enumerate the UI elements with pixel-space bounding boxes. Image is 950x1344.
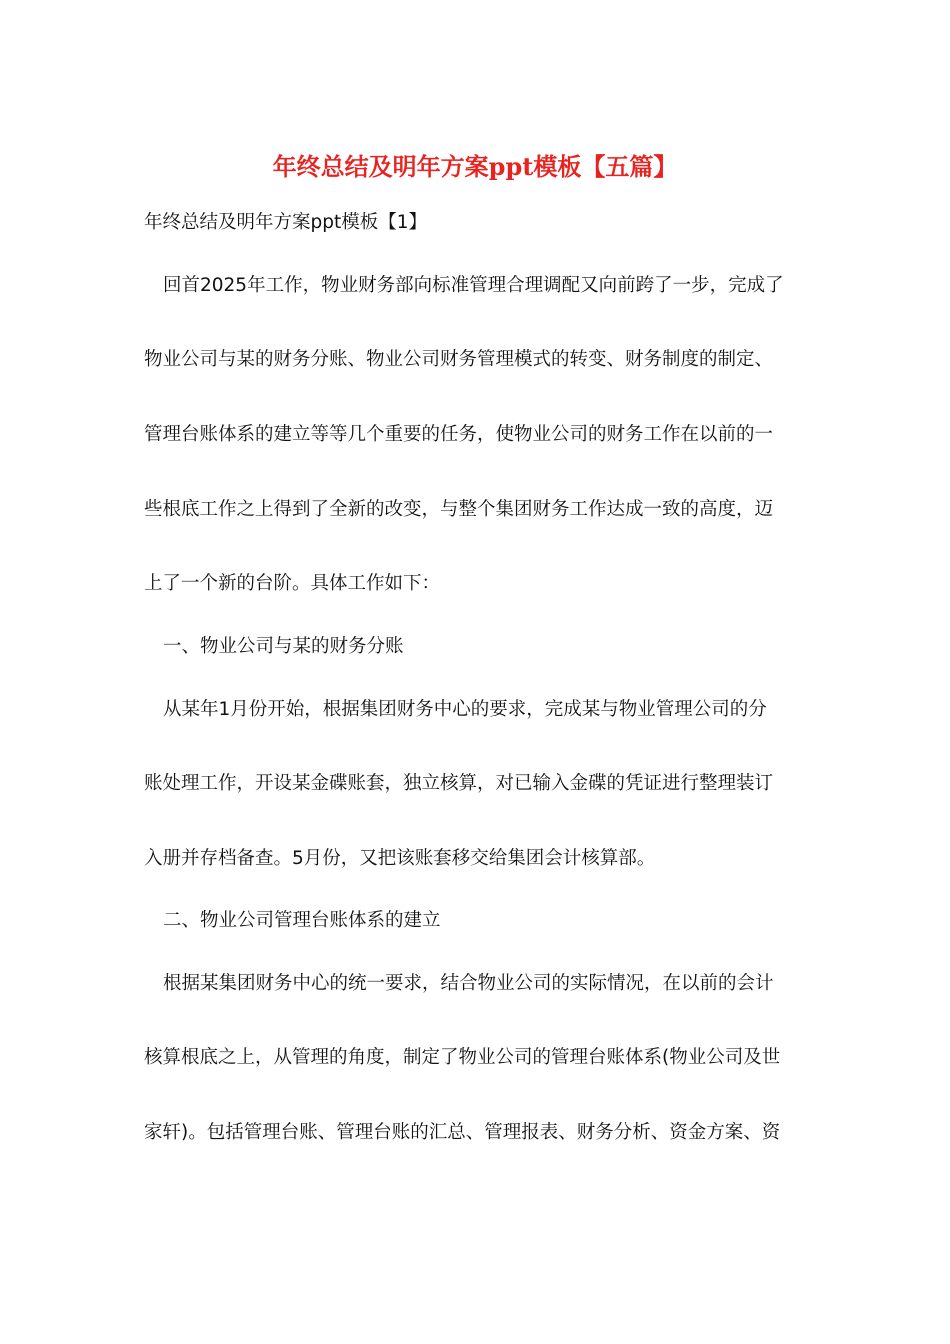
document-title: 年终总结及明年方案ppt模板【五篇】	[272, 152, 678, 181]
paragraph-line: 管理台账体系的建立等等几个重要的任务，使物业公司的财务工作在以前的一	[144, 424, 774, 445]
paragraph-line: 从某年1月份开始，根据集团财务中心的要求，完成某与物业管理公司的分	[163, 699, 767, 720]
section-subtitle: 年终总结及明年方案ppt模板【1】	[144, 212, 428, 233]
section-heading: 一、物业公司与某的财务分账	[163, 636, 404, 657]
paragraph-line: 回首2025年工作，物业财务部向标准管理合理调配又向前跨了一步，完成了	[163, 275, 784, 296]
paragraph-line: 物业公司与某的财务分账、物业公司财务管理模式的转变、财务制度的制定、	[144, 349, 774, 370]
paragraph-line: 上了一个新的台阶。具体工作如下：	[144, 573, 441, 594]
paragraph-line: 入册并存档备查。5月份，又把该账套移交给集团会计核算部。	[144, 848, 656, 869]
paragraph-line: 账处理工作，开设某金碟账套，独立核算，对已输入金碟的凭证进行整理装订	[144, 773, 774, 794]
paragraph-line: 核算根底之上，从管理的角度，制定了物业公司的管理台账体系(物业公司及世	[144, 1047, 781, 1068]
paragraph-line: 些根底工作之上得到了全新的改变，与整个集团财务工作达成一致的高度，迈	[144, 499, 774, 520]
paragraph-line: 家轩)。包括管理台账、管理台账的汇总、管理报表、财务分析、资金方案、资	[144, 1122, 781, 1143]
paragraph-line: 根据某集团财务中心的统一要求，结合物业公司的实际情况，在以前的会计	[163, 973, 774, 994]
section-heading: 二、物业公司管理台账体系的建立	[163, 910, 441, 931]
